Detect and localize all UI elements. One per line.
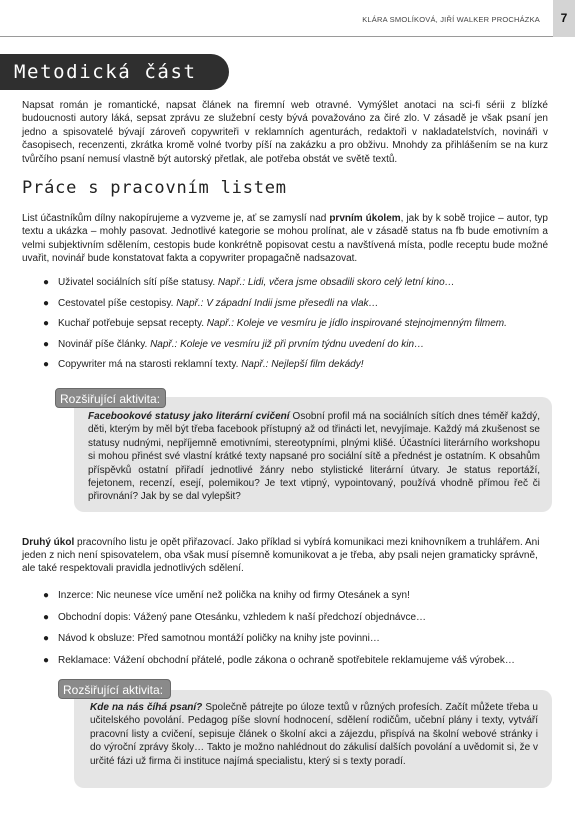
activity-label-2: Rozšiřující aktivita: xyxy=(58,679,171,699)
list-item: ● Reklamace: Vážení obchodní přátelé, podle zákona o ochraně spotřebitele reklamujeme váš výrobek… xyxy=(43,654,515,666)
activity-2-text: Společně pátrejte po úloze textů v různých profesích. Začít můžete třeba u učitelského povolání. Pedagog píše slovní hodnocení, sdělení rodičům, učební plány i texty, vytváří pracovní listy a cvičení, sepisuje článek o školní akci a zájezdu, přispívá na školní webové stránky i do výroční zprávy školy… Takto je možno nahlédnout do zákulisí dalších povolání a uvědomit si, že v určité fázi už firma či instituce najímá specialistu, který si s texty poradí. xyxy=(90,702,538,767)
bullet-dot: ● xyxy=(43,654,50,666)
communication-list xyxy=(43,589,548,667)
task2-paragraph xyxy=(22,537,548,575)
worksheet-text-a: List účastníkům dílny nakopírujeme a vyzveme je, ať se zamyslí nad xyxy=(22,213,330,224)
first-task-label: prvním úkolem xyxy=(329,213,401,224)
genre-list xyxy=(43,276,548,371)
list-item: ● Kuchař potřebuje sepsat recepty. Např.: Koleje ve vesmíru je jídlo inspirované stejnojmenným filmem. xyxy=(43,318,507,329)
list-item: ● Copywriter má na starosti reklamní texty. Např.: Nejlepší film dekády! xyxy=(43,359,364,370)
bullet-dot: ● xyxy=(43,359,50,370)
list-item: ● Cestovatel píše cestopisy. Např.: V západní Indii jsme přesedli na vlak… xyxy=(43,297,379,309)
worksheet-paragraph xyxy=(22,212,548,266)
section-title: Metodická část xyxy=(14,61,197,83)
worksheet-text-b: , jak by k sobě trojice – autor, typ textu a ukázka – mohly pasovat. Jednotlivé kategorie se mohou prolínat, ale v zásadě status na fb bude emotivním a velmi subjektivním sdělením, cestopis bude konkrétně popisovat cestu a navštívená místa, podle receptu bude možné uvařit, novinář bude konstatovat fakta a copywriter propagačně nadsazovat. xyxy=(22,213,548,265)
section-banner xyxy=(0,54,229,90)
worksheet-heading: Práce s pracovním listem xyxy=(22,178,287,198)
intro-paragraph: Napsat román je romantické, napsat článek na firemní web otravné. Vymýšlet anotaci na sci-fi sérii z blízké budoucnosti autory láká, sepsat zprávu ze služební cesty bývá považováno za čiré zlo. V zásadě je však psaní jen jedno a spisovatelé bývají zároveň copywriteři v reklamních agenturách, redaktoři v nakladatelstvích, novináři v časopisech, recenzenti, zkrátka kromě volné tvorby píší na zakázku a pro obživu. Mnohdy za přihlášením se na kurz tvůrčího psaní nemusí vlastně být autorský přetlak, ale potřeba obstát ve světě textů. xyxy=(22,100,548,165)
list-item: ● Návod k obsluze: Před samotnou montáží poličky na knihy jste povinni… xyxy=(43,633,380,644)
bullet-dot: ● xyxy=(43,277,50,288)
activity-box-2 xyxy=(74,690,552,788)
task2-text: pracovního listu je opět přiřazovací. Jako příklad si vybírá komunikaci mezi knihovníkem a truhlářem. Ani jeden z nich není spisovatelem, oba však musí písemně komunikovat a je třeba, aby psali nejen gramaticky správně, ale také respektovali pravidla jednotlivých sdělení. xyxy=(22,537,540,574)
list-item: ● Novinář píše články. Např.: Koleje ve vesmíru již při prvním týdnu uvedení do kin… xyxy=(43,338,425,350)
activity-label-1: Rozšiřující aktivita: xyxy=(55,388,166,408)
list-item: ● Uživatel sociálních sítí píše statusy. Např.: Lidi, včera jsme obsadili skoro celý letní kino… xyxy=(43,277,455,288)
bullet-dot: ● xyxy=(43,338,50,350)
activity-box-1 xyxy=(74,397,552,512)
bullet-dot: ● xyxy=(43,611,50,623)
header-authors: KLÁRA SMOLÍKOVÁ, JIŘÍ WALKER PROCHÁZKA xyxy=(362,15,540,24)
bullet-dot: ● xyxy=(43,633,50,644)
list-item: ● Obchodní dopis: Vážený pane Otesánku, vzhledem k naší předchozí objednávce… xyxy=(43,611,427,623)
activity-1-text: Osobní profil má na sociálních sítích dnes téměř každý, děti, kterým by měl být třeba facebook přístupný až od třinácti let, nevyjímaje. Každý má zkušenost se statusy nudnými, nepříjemně emotivními, stereotypními, plnými klišé. Účastníci literárního workshopu si mohou přinést své vlastní krátké texty napsané pro sociální sítě a přednést je ostatním. K obsahům příspěvků ostatní přiřadí jednotlivé žánry nebo stylistické literární útvary. Je status reportáží, fejetonem, recenzí, esejí, polemikou? Je text vtipný, vypointovaný, používá vhodně přímou řeč či přirovnání? Jak by se dal vylepšit? xyxy=(88,411,541,503)
header-rule xyxy=(0,36,553,37)
bullet-dot: ● xyxy=(43,297,50,309)
second-task-label: Druhý úkol xyxy=(22,537,75,548)
activity-2-lead: Kde na nás číhá psaní? xyxy=(90,702,203,713)
list-item: ● Inzerce: Nic neunese více umění než polička na knihy od firmy Otesánek a syn! xyxy=(43,590,410,601)
activity-1-lead: Facebookové statusy jako literární cvičení xyxy=(88,411,290,422)
bullet-dot: ● xyxy=(43,318,50,329)
page-number: 7 xyxy=(553,0,575,37)
bullet-dot: ● xyxy=(43,590,50,601)
